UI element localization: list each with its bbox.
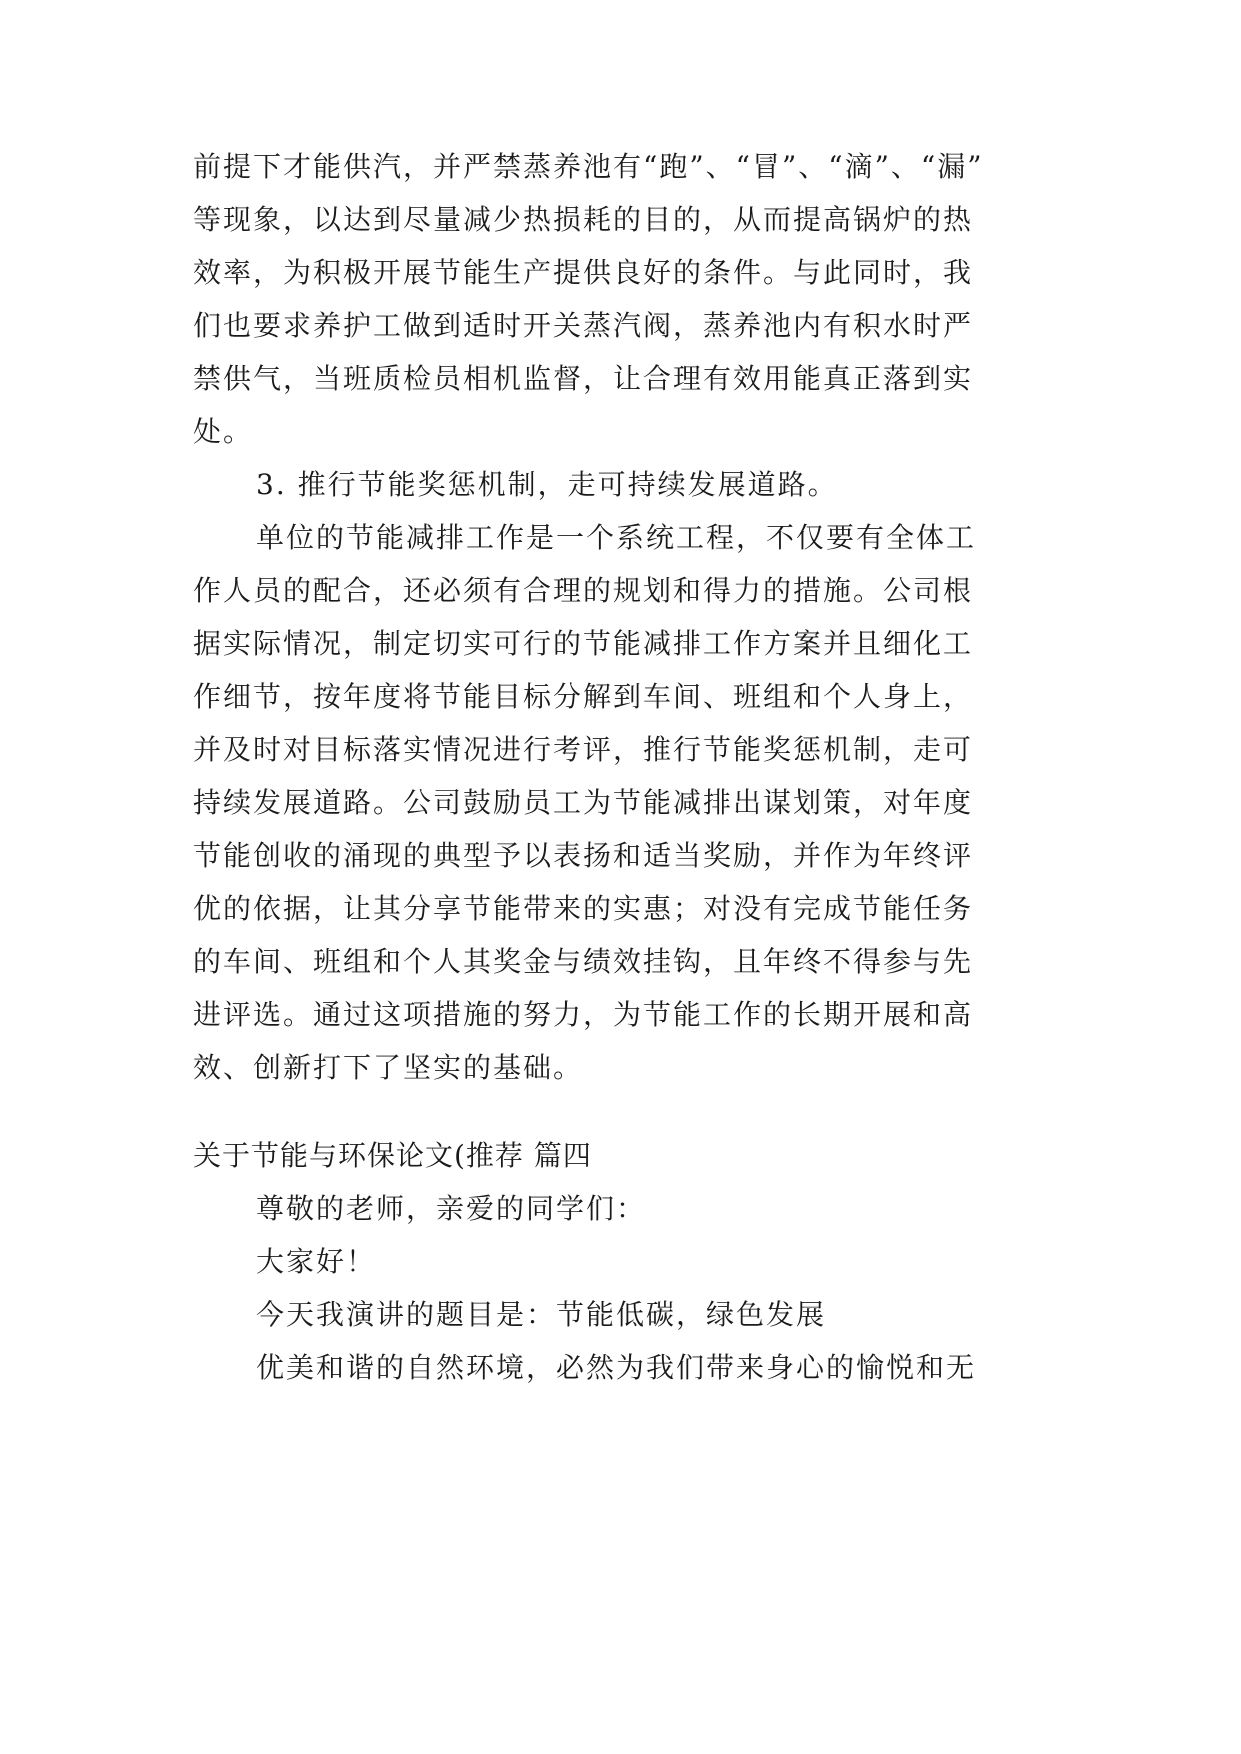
paragraph-line: 作细节，按年度将节能目标分解到车间、班组和个人身上， [193, 680, 974, 713]
paragraph-line: 处。 [193, 415, 254, 448]
paragraph-line: 的车间、班组和个人其奖金与绩效挂钩，且年终不得参与先 [193, 945, 974, 978]
paragraph-line: 单位的节能减排工作是一个系统工程，不仅要有全体工 [256, 521, 977, 554]
speech-greeting: 尊敬的老师，亲爱的同学们： [256, 1192, 647, 1225]
paragraph-line: 作人员的配合，还必须有合理的规划和得力的措施。公司根 [193, 574, 974, 607]
paragraph-line: 优的依据，让其分享节能带来的实惠；对没有完成节能任务 [193, 892, 974, 925]
paragraph-line: 前提下才能供汽，并严禁蒸养池有“跑”、“冒”、“滴”、“漏” [193, 150, 984, 183]
speech-hello: 大家好！ [256, 1245, 377, 1278]
paragraph-line: 进评选。通过这项措施的努力，为节能工作的长期开展和高 [193, 998, 974, 1031]
paragraph-line: 效、创新打下了坚实的基础。 [193, 1051, 584, 1084]
speech-topic: 今天我演讲的题目是：节能低碳，绿色发展 [256, 1298, 827, 1331]
paragraph-line: 并及时对目标落实情况进行考评，推行节能奖惩机制，走可 [193, 733, 974, 766]
paragraph-line: 据实际情况，制定切实可行的节能减排工作方案并且细化工 [193, 627, 974, 660]
paragraph-line: 们也要求养护工做到适时开关蒸汽阀，蒸养池内有积水时严 [193, 309, 974, 342]
section-heading: 关于节能与环保论文(推荐 篇四 [193, 1139, 592, 1172]
paragraph-line: 禁供气，当班质检员相机监督，让合理有效用能真正落到实 [193, 362, 974, 395]
speech-opening-line: 优美和谐的自然环境，必然为我们带来身心的愉悦和无 [256, 1351, 977, 1384]
paragraph-line: 节能创收的涌现的典型予以表扬和适当奖励，并作为年终评 [193, 839, 974, 872]
paragraph-line: 持续发展道路。公司鼓励员工为节能减排出谋划策，对年度 [193, 786, 974, 819]
paragraph-line: 效率，为积极开展节能生产提供良好的条件。与此同时，我 [193, 256, 974, 289]
paragraph-line: 等现象，以达到尽量减少热损耗的目的，从而提高锅炉的热 [193, 203, 974, 236]
item-3-title: 3. 推行节能奖惩机制，走可持续发展道路。 [256, 468, 838, 501]
